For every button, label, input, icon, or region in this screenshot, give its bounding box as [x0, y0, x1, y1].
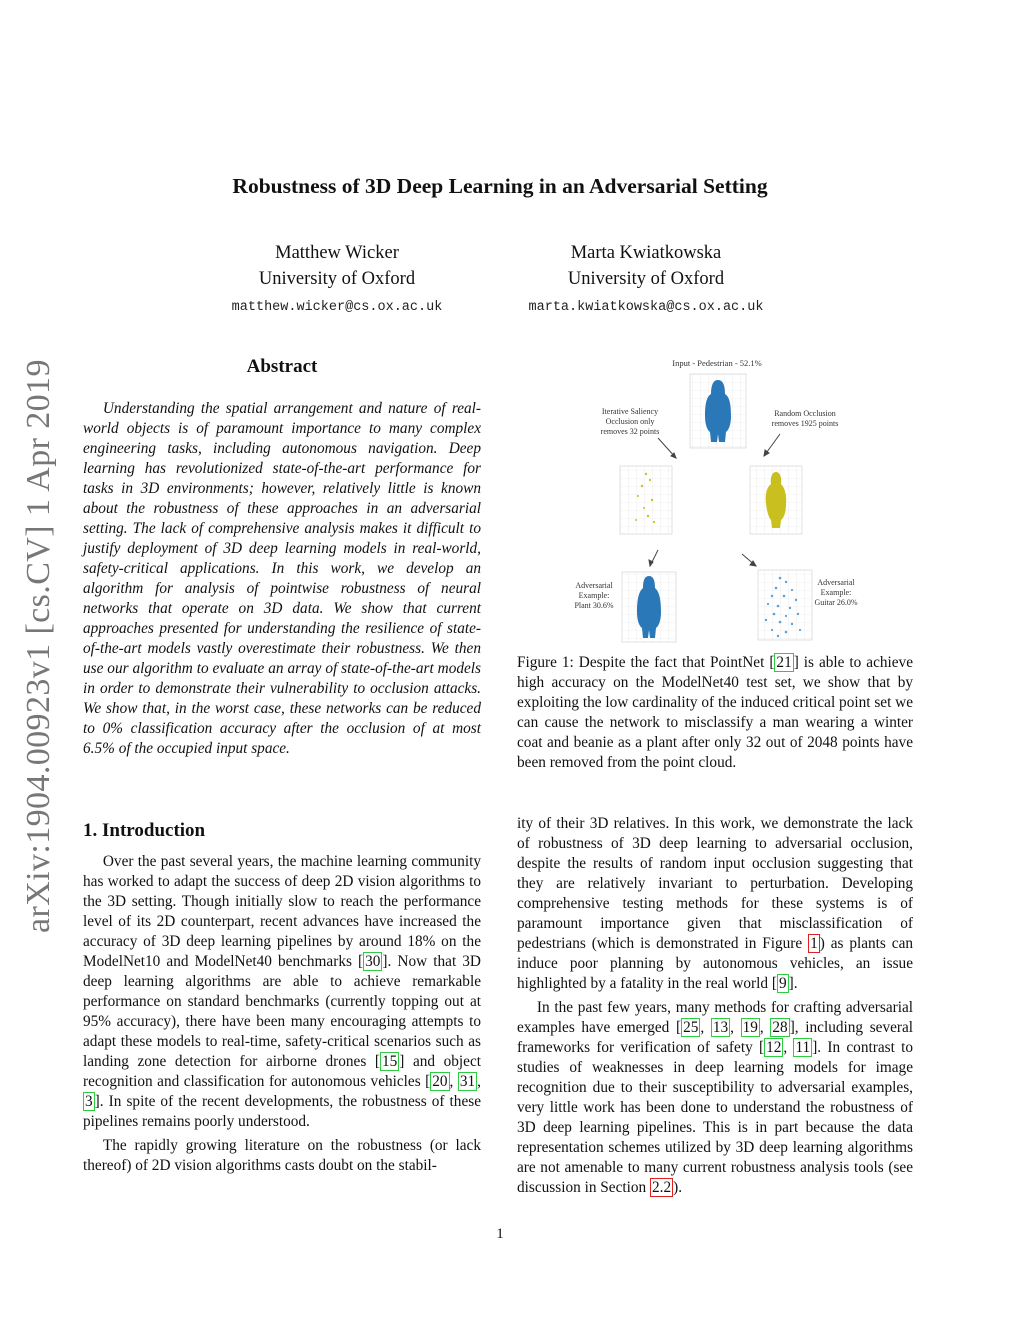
author-email: marta.kwiatkowska@cs.ox.ac.uk — [528, 300, 764, 315]
abstract-heading: Abstract — [246, 356, 318, 377]
citation-link[interactable]: 3 — [85, 1093, 93, 1110]
introduction-body — [83, 852, 481, 1180]
figure-label-adv-right-2: Example: — [820, 588, 852, 597]
figure-label-adv-left-1: Adversarial — [575, 581, 613, 590]
citation-link[interactable]: 15 — [381, 1053, 398, 1070]
citation-link[interactable]: 11 — [795, 1039, 811, 1056]
figure-label-adv-left-3: Plant 30.6% — [574, 601, 614, 610]
panel-random-occlusion — [750, 466, 802, 534]
citation-link[interactable]: 13 — [712, 1019, 729, 1036]
figure-1 — [574, 350, 900, 650]
citation-link[interactable]: 19 — [742, 1019, 758, 1036]
paper-title: Robustness of 3D Deep Learning in an Adversarial Setting — [232, 174, 768, 198]
section-reference-link[interactable]: 2.2 — [652, 1179, 672, 1196]
citation-link[interactable]: 25 — [683, 1019, 699, 1036]
citation-link[interactable]: 31 — [459, 1073, 476, 1090]
figure-label-adv-left-2: Example: — [578, 591, 610, 600]
figure-label-saliency-3: removes 32 points — [600, 427, 660, 436]
author-name: Matthew Wicker — [275, 243, 399, 263]
figure-label-random-1: Random Occlusion — [774, 409, 836, 418]
abstract-body — [83, 399, 481, 759]
figure-label-input: Input - Pedestrian - 52.1% — [672, 358, 762, 368]
figure-label-random-2: removes 1925 points — [771, 419, 839, 428]
author-2 — [496, 240, 796, 318]
author-affiliation: University of Oxford — [567, 269, 725, 289]
page-number: 1 — [496, 1226, 504, 1242]
figure-label-saliency-1: Iterative Saliency — [601, 407, 659, 416]
citation-link[interactable]: 21 — [776, 654, 792, 671]
author-email: matthew.wicker@cs.ox.ac.uk — [231, 300, 443, 315]
citation-link[interactable]: 9 — [778, 975, 787, 992]
abstract-text: Understanding the spatial arrangement and nature of real-world objects is of paramount importance to many complex engineering tasks, including autonomous navigation. Deep learning has revolutionized state-of-the-art performance for tasks in 3D environments; however, relatively little is known about the robustness of these approaches in an adversarial setting. The lack of comprehensive analysis makes it difficult to justify deployment of 3D deep learning models in real-world, safety-critical applications. In this work, we develop an algorithm for analysis of pointwise robustness of neural networks that operate on 3D data. We show that current approaches presented for understanding the resilience of state-of-the-art models vastly overestimate their robustness. We then use our algorithm to evaluate an array of state-of-the-art models in order to demonstrate their vulnerability to occlusion attacks. We show that, in the worst case, these networks can be reduced to 0% classification accuracy after the occlusion of at most 6.5% of the occupied input space. — [83, 400, 481, 757]
figure-label-saliency-2: Occlusion only — [605, 417, 655, 426]
panel-input — [690, 374, 746, 448]
arxiv-stamp: arXiv:1904.00923v1 [cs.CV] 1 Apr 2019 — [20, 359, 57, 933]
figure-reference-link[interactable]: 1 — [810, 935, 818, 952]
right-column-body — [517, 814, 913, 1202]
citation-link[interactable]: 30 — [365, 953, 381, 970]
panel-saliency-occlusion — [620, 466, 672, 534]
figure-label-adv-right-1: Adversarial — [817, 578, 855, 587]
right-paragraph-2: In the past few years, many methods for crafting adversarial examples have emerged [ 25 , 13 , 19 , 28 ], including several frameworks for verification of safety [ 12 , 11 ]. In contrast to studies of weaknesses in deep learning models for image recognition due to their susceptibility to adversarial examples, very little work has been done to understand the robustness of 3D deep learning pipelines. This is in part because the data representation schemes utilized by 3D deep learning algorithms are not amenable to many current robustness analysis tools (see discussion in Section 2.2 ). — [517, 999, 914, 1196]
introduction-heading: 1. Introduction — [83, 820, 206, 841]
intro-paragraph-1: Over the past several years, the machine learning community has worked to adapt the success of deep 2D vision algorithms to the 3D setting. Though initially slow to reach the performance level of its 2D counterpart, recent advances have increased the accuracy of 3D deep learning pipelines by around 18% on the ModelNet10 and ModelNet40 benchmarks [ 30 ]. Now that 3D deep learning algorithms are able to achieve remarkable performance on standard benchmarks (currently topping out at 95% accuracy), there have been many encouraging attempts to adapt these models to real-time, safety-critical scenarios such as landing zone detection for airborne drones [ 15 ] and object recognition and classification for autonomous vehicles [ 20 , 31 , 3 ]. In spite of the recent developments, the robustness of these pipelines remains poorly understood. — [83, 853, 481, 1130]
figure-1-caption: Figure 1: Despite the fact that PointNet [ 21 ] is able to achieve high accuracy on the ModelNet40 test set, we show that by exploiting the low cardinality of the induced critical point set we can cause the network to misclassify a man wearing a winter coat and beanie as a plant after only 32 out of 2048 points have been removed from the point cloud. — [517, 654, 913, 771]
figure-1-graphic — [574, 350, 900, 650]
citation-link[interactable]: 20 — [432, 1073, 448, 1090]
panel-adversarial-guitar — [758, 570, 812, 640]
citation-link[interactable]: 28 — [772, 1019, 788, 1036]
right-paragraph-1: ity of their 3D relatives. In this work, we demonstrate the lack of robustness of 3D deep learning to adversarial occlusion, despite the results of random input occlusion suggesting that they are relatively invariant to perturbation. Developing comprehensive testing methods for these systems is of paramount importance given that misclassification of pedestrians (which is demonstrated in Figure 1 ) as plants can induce poor planning by autonomous vehicles, an issue highlighted by a fatality in the real world [ 9 ]. — [517, 815, 914, 992]
author-affiliation: University of Oxford — [258, 269, 416, 289]
citation-link[interactable]: 12 — [766, 1039, 782, 1056]
intro-paragraph-2: The rapidly growing literature on the robustness (or lack thereof) of 2D vision algorithms casts doubt on the stabil- — [83, 1137, 481, 1174]
author-name: Marta Kwiatkowska — [570, 243, 722, 263]
figure-label-adv-right-3: Guitar 26.0% — [814, 598, 858, 607]
panel-adversarial-plant — [622, 572, 676, 642]
author-1 — [187, 240, 487, 318]
